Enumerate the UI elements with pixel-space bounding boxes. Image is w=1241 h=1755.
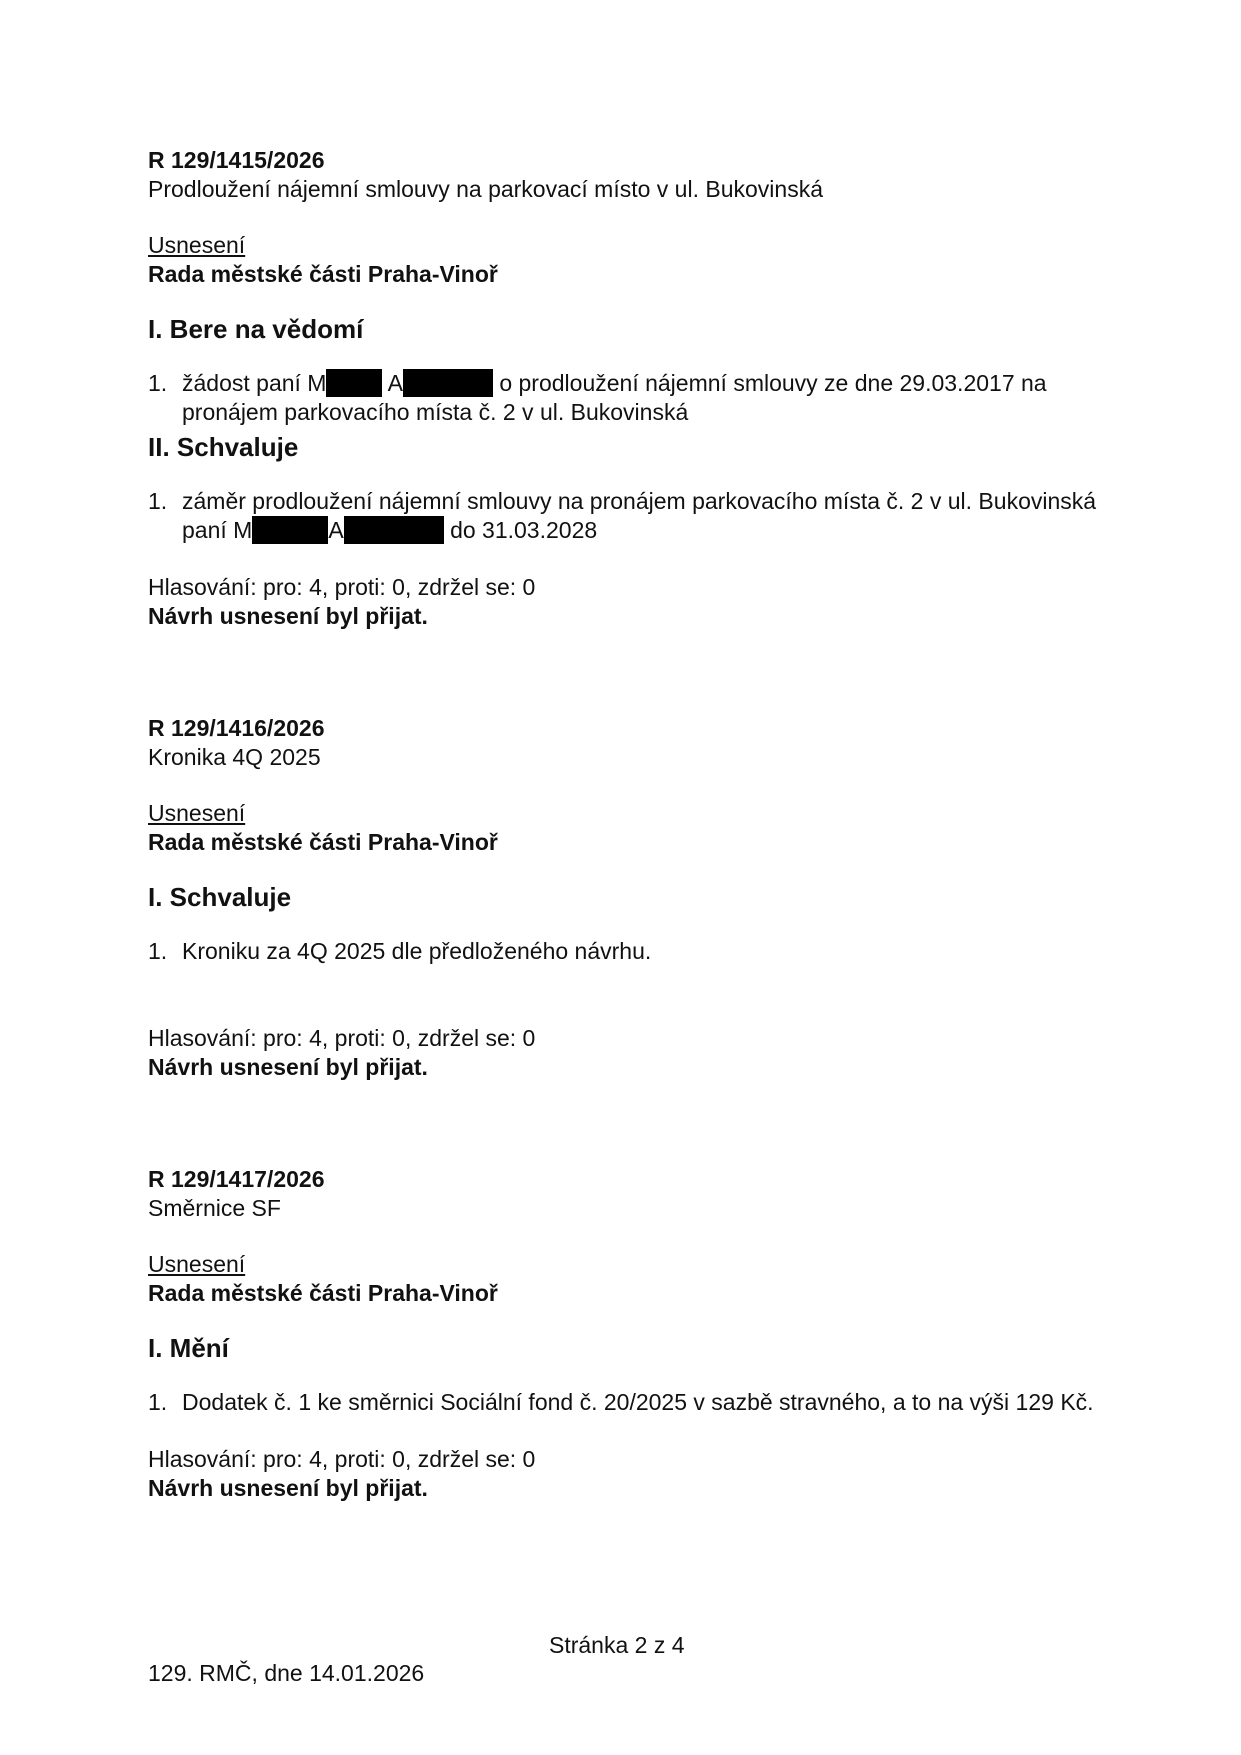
item-number: 1. bbox=[148, 370, 168, 396]
redaction-block bbox=[326, 369, 382, 397]
block-heading: I. Bere na vědomí bbox=[148, 314, 364, 344]
vote-result: Hlasování: pro: 4, proti: 0, zdržel se: 0 bbox=[148, 1446, 536, 1472]
resolution-id: R 129/1415/2026 bbox=[148, 147, 325, 173]
page-number: Stránka 2 z 4 bbox=[549, 1632, 685, 1658]
redaction-block bbox=[344, 516, 444, 544]
resolution-id: R 129/1417/2026 bbox=[148, 1166, 325, 1192]
resolution-section bbox=[148, 1165, 1108, 1503]
item-text: Kroniku za 4Q 2025 dle předloženého návrhu. bbox=[182, 938, 652, 964]
resolution-id: R 129/1416/2026 bbox=[148, 715, 325, 741]
resolution-outcome: Návrh usnesení byl přijat. bbox=[148, 1054, 428, 1080]
council-name: Rada městské části Praha-Vinoř bbox=[148, 1280, 498, 1306]
item-text bbox=[182, 369, 1108, 427]
item-text-part: záměr prodloužení nájemní smlouvy na pronájem parkovacího místa č. 2 v ul. Bukovinská paní M bbox=[182, 488, 1097, 543]
resolution-subject: Prodloužení nájemní smlouvy na parkovací místo v ul. Bukovinská bbox=[148, 176, 823, 202]
redaction-block bbox=[403, 369, 493, 397]
item-number: 1. bbox=[148, 1389, 168, 1415]
item-text-part: A bbox=[387, 370, 403, 396]
resolution-section bbox=[148, 714, 1108, 1082]
resolution-section bbox=[148, 146, 1108, 631]
resolution-outcome: Návrh usnesení byl přijat. bbox=[148, 603, 428, 629]
resolution-subject: Kronika 4Q 2025 bbox=[148, 744, 321, 770]
vote-result: Hlasování: pro: 4, proti: 0, zdržel se: 0 bbox=[148, 1025, 536, 1051]
list-item bbox=[148, 369, 1108, 427]
item-text bbox=[182, 487, 1108, 545]
item-text-part: žádost paní M bbox=[182, 370, 327, 396]
block-heading: II. Schvaluje bbox=[148, 432, 299, 462]
usneseni-label: Usnesení bbox=[148, 1251, 246, 1277]
block-heading: I. Mění bbox=[148, 1333, 229, 1363]
vote-result: Hlasování: pro: 4, proti: 0, zdržel se: 0 bbox=[148, 574, 536, 600]
item-number: 1. bbox=[148, 938, 168, 964]
block-heading: I. Schvaluje bbox=[148, 882, 292, 912]
item-text-part: do 31.03.2028 bbox=[450, 517, 598, 543]
list-item bbox=[148, 487, 1108, 545]
resolution-subject: Směrnice SF bbox=[148, 1195, 281, 1221]
list-item bbox=[148, 937, 1108, 966]
list-item bbox=[148, 1388, 1108, 1417]
item-text-part: A bbox=[328, 517, 344, 543]
council-name: Rada městské části Praha-Vinoř bbox=[148, 261, 498, 287]
item-text: Dodatek č. 1 ke směrnici Sociální fond č. 20/2025 v sazbě stravného, a to na výši 129 Kč. bbox=[182, 1389, 1094, 1415]
council-name: Rada městské části Praha-Vinoř bbox=[148, 829, 498, 855]
document-page bbox=[148, 146, 1108, 1503]
usneseni-label: Usnesení bbox=[148, 232, 246, 258]
item-number: 1. bbox=[148, 488, 168, 514]
usneseni-label: Usnesení bbox=[148, 800, 246, 826]
resolution-outcome: Návrh usnesení byl přijat. bbox=[148, 1475, 428, 1501]
meeting-footer: 129. RMČ, dne 14.01.2026 bbox=[148, 1660, 425, 1686]
redaction-block bbox=[252, 516, 328, 544]
item-text-part: o prodloužení nájemní smlouvy ze dne 29.03.2017 na pronájem parkovacího místa č. 2 v ul. Bukovinská bbox=[182, 370, 1047, 425]
